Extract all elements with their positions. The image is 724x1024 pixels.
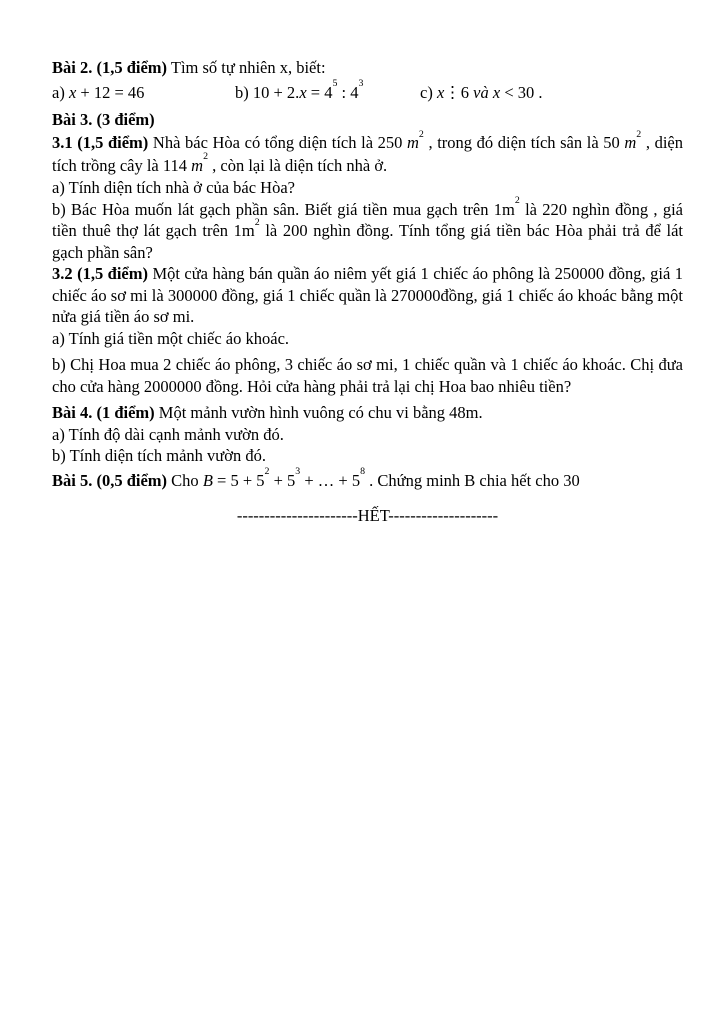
question-5-plus-2: + … + 5 — [300, 470, 361, 490]
question-3-1-item-b — [52, 195, 683, 264]
question-2-intro: Tìm số tự nhiên x, biết: — [167, 58, 326, 77]
unit-m2-2: m — [624, 133, 637, 152]
question-3-1-text-2: , trong đó diện tích sân là 50 — [423, 133, 625, 152]
question-3-1b-text-1: b) Bác Hòa muốn lát gạch phần sân. Biết giá tiền mua gạch trên 1m — [52, 199, 515, 219]
exam-content — [52, 57, 683, 527]
item-c-divisibility: ⋮6 — [444, 82, 470, 102]
item-b-exponent-3: 3 — [358, 78, 364, 90]
unit-1m2-1-exp: 2 — [514, 195, 520, 207]
question-5-tail: . Chứng minh B chia hết cho 30 — [365, 470, 580, 490]
question-3-2-item-b: b) Chị Hoa mua 2 chiếc áo phông, 3 chiếc áo sơ mi, 1 chiếc quần và 1 chiếc áo khoác. Chị đưa cho cửa hàng 2000000 đồng. Hỏi cửa hàng phải trả lại chị Hoa bao nhiêu tiền? — [52, 355, 683, 396]
unit-m2-1-exp: 2 — [418, 128, 424, 140]
question-2-items — [52, 78, 683, 109]
unit-m2-3: m — [191, 155, 204, 175]
question-3-2-paragraph — [52, 263, 683, 328]
question-3-title: Bài 3. (3 điểm) — [52, 109, 155, 129]
question-4-item-b: b) Tính diện tích mảnh vườn đó. — [52, 446, 266, 465]
unit-m2-1: m — [407, 133, 419, 152]
item-a-variable: x — [68, 82, 77, 102]
unit-m2-2-exp: 2 — [636, 128, 642, 140]
question-3-1-title: 3.1 (1,5 điểm) — [52, 133, 149, 152]
question-5-paragraph — [52, 466, 683, 492]
item-b-equation-colon: : 4 — [337, 82, 359, 102]
question-4-item-a: a) Tính độ dài cạnh mảnh vườn đó. — [52, 424, 284, 444]
item-c-inequality: < 30 . — [500, 82, 543, 102]
question-3-1-text-4: , còn lại là diện tích nhà ở. — [208, 155, 388, 175]
question-5-variable-B: B — [202, 470, 213, 490]
question-5-exp-2: 2 — [264, 466, 270, 478]
item-b-exponent-5: 5 — [332, 78, 338, 90]
question-4-intro: Một mảnh vườn hình vuông có chu vi bằng 48m. — [154, 403, 483, 422]
item-c-variable-1: x — [436, 82, 445, 102]
question-5-cho: Cho — [167, 470, 203, 490]
item-b-label: b) — [235, 82, 253, 102]
item-c-va: và — [469, 82, 493, 102]
item-c-label: c) — [420, 82, 437, 102]
item-a-equation: + 12 = 46 — [76, 82, 145, 102]
question-2-item-c — [420, 82, 543, 104]
question-5-exp-8: 8 — [360, 466, 366, 478]
question-2-item-b — [235, 78, 364, 104]
question-3-1b-text-2: là 220 nghìn đồng , giá tiền thuê thợ lát gạch trên 1m — [52, 199, 683, 240]
question-5-title: Bài 5. (0,5 điểm) — [52, 470, 168, 490]
item-c-variable-2: x — [492, 82, 501, 102]
question-3-1-text-3: , diện tích trồng cây là 114 — [52, 133, 683, 175]
question-3-1-paragraph — [52, 128, 683, 177]
question-5-eq: = 5 + 5 — [212, 470, 265, 490]
item-b-equation-pre: 10 + 2. — [252, 82, 300, 102]
question-2-title: Bài 2. (1,5 điểm) — [52, 58, 168, 77]
item-b-variable: x — [299, 82, 307, 102]
question-3-1-item-a: a) Tính diện tích nhà ở của bác Hòa? — [52, 178, 295, 197]
question-4-heading — [52, 402, 683, 424]
question-2-item-a — [52, 82, 144, 104]
question-3-2-title: 3.2 (1,5 điểm) — [52, 264, 148, 283]
end-of-exam-marker: ----------------------HẾT-------------------- — [236, 506, 499, 525]
question-5-exp-3: 3 — [295, 466, 301, 478]
question-3-heading — [52, 109, 683, 131]
question-5-plus-1: + 5 — [269, 470, 296, 490]
question-4-title: Bài 4. (1 điểm) — [52, 403, 155, 422]
unit-1m2-2-exp: 2 — [254, 216, 260, 228]
item-a-label: a) — [52, 82, 69, 102]
question-3-2-item-a: a) Tính giá tiền một chiếc áo khoác. — [52, 328, 290, 348]
question-3-2-text: Một cửa hàng bán quần áo niêm yết giá 1 chiếc áo phông là 250000 đồng, giá 1 chiếc áo sơ mi là 300000 đồng, giá 1 chiếc quần là 270000đồng, giá 1 chiếc áo khoác bằng một nửa giá tiền áo sơ mi. — [52, 264, 683, 326]
question-2-heading — [52, 57, 683, 79]
question-3-1b-text-3: là 200 nghìn đồng. Tính tổng giá tiền bác Hòa phải trả để lát gạch phần sân? — [52, 221, 683, 262]
unit-m2-3-exp: 2 — [203, 151, 208, 163]
item-b-equation-mid: = 4 — [306, 82, 333, 102]
question-3-1-text-1: Nhà bác Hòa có tổng diện tích là 250 — [148, 133, 407, 152]
